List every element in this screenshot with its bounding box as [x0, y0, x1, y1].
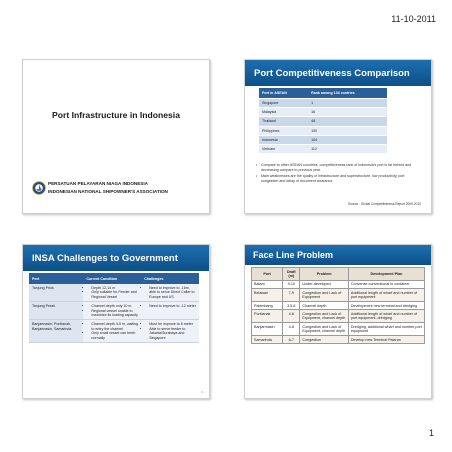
table-row: [252, 302, 425, 310]
table-row: [252, 310, 425, 323]
table-cell: Develop new Terminal Palaran: [348, 336, 424, 344]
table-row: [29, 302, 199, 320]
bullet-item: [256, 163, 421, 172]
table-cell: Philippines: [259, 126, 308, 135]
table-cell: Convense conventional to container: [348, 280, 424, 288]
table-header: Port: [29, 273, 83, 284]
table-cell: 6-7: [283, 336, 300, 344]
table-row: [29, 320, 199, 343]
table-cell: Congestion and Lack of Equipment, channel depth: [300, 310, 348, 323]
table-cell: Under-developed: [300, 280, 348, 288]
table-row: [252, 289, 425, 302]
slide-2-title: Port Competitiveness Comparison: [254, 68, 410, 79]
table-header: Challenges: [141, 273, 199, 284]
table-row: [252, 280, 425, 288]
table-row: [252, 336, 425, 344]
bullet-text: Main weaknesses are the quality of infrastructure and superstructure, low productivity, port congestion and delay of document clearance.: [261, 174, 405, 183]
table-cell: Indonesia: [259, 135, 308, 144]
table-header: Rank among 134 contries: [308, 88, 387, 99]
table-cell: Belawan: [252, 289, 283, 302]
organization-name-en: INDONESIAN NATIONAL SHIPOWNER'S ASSOCIATION: [48, 189, 168, 194]
condition-cell: [83, 320, 141, 343]
slide-4-title: Face Line Problem: [253, 250, 334, 260]
table-cell: 112: [308, 144, 387, 153]
source-note: Source : Global Competitiveness Report 2009-2010: [348, 202, 421, 206]
bullet-text: Compare to other ASEAN countries, competitiveness rank of Indonesia's port is far behind and decreasing compare to previous year.: [261, 163, 412, 172]
table-header: Draft (m): [283, 268, 300, 281]
table-header: Port: [252, 268, 283, 281]
table-cell: 1: [308, 99, 387, 108]
slide-3[interactable]: [22, 244, 210, 399]
table-cell: Additional length of wharf and number of port equipment: [348, 289, 424, 302]
table-header: Development Plan: [348, 268, 424, 281]
list-item: • Need to improve to -12 meter: [149, 304, 196, 308]
condition-cell: [83, 302, 141, 320]
slide-3-title: INSA Challenges to Government: [32, 253, 178, 264]
table-header: Port in ASEAN: [259, 88, 308, 99]
table-header: Problem: [300, 268, 348, 281]
list-item: • Must be improve to 6 meter: [149, 322, 196, 326]
table-cell: 104: [308, 135, 387, 144]
list-item: • Channel depth 4-5 m, waiting to entry the channel: [91, 322, 138, 331]
slide-2[interactable]: [244, 59, 432, 214]
table-cell: Additional length of wharf and number of port equipment, dredging: [348, 310, 424, 323]
list-item: • Only suitable for Feeder and Regional Vessel: [91, 290, 138, 299]
table-cell: Pontianak: [252, 310, 283, 323]
table-cell: Dredging, additional wharf and number port equipment: [348, 323, 424, 336]
table-cell: Channel depth: [300, 302, 348, 310]
slide-1[interactable]: [22, 59, 210, 214]
table-cell: 4-8: [283, 323, 300, 336]
table-cell: 3.5-6: [283, 302, 300, 310]
list-item: • Depth 12-14 m: [91, 286, 138, 290]
slide-4[interactable]: [244, 244, 432, 399]
table-cell: 4-6: [283, 310, 300, 323]
page-date: 11-10-2011: [391, 14, 436, 24]
table-row: [259, 117, 387, 126]
table-cell: Congestion: [300, 336, 348, 344]
table-cell: Vietnam: [259, 144, 308, 153]
table-row: [29, 284, 199, 302]
table-row: [252, 323, 425, 336]
table-cell: 100: [308, 126, 387, 135]
list-item: • Channel depth only 10 m: [91, 304, 138, 308]
bullet-item: [256, 174, 421, 183]
port-cell: Tanjung Perak: [29, 302, 83, 320]
bullet-icon: •: [256, 163, 258, 167]
list-item: • Able to serve feeder to Jakarta/Surabaya and Singapore: [149, 327, 196, 340]
table-cell: Singapore: [259, 99, 308, 108]
table-row: [259, 126, 387, 135]
competitiveness-table: [259, 88, 387, 153]
slide-3-header: [23, 245, 209, 271]
port-cell: Tanjung Priok: [29, 284, 83, 302]
table-cell: Banjarmasin: [252, 323, 283, 336]
slide-4-header: [245, 245, 431, 265]
bullet-icon: •: [256, 174, 258, 178]
table-cell: Malaysia: [259, 108, 308, 117]
challenge-cell: [141, 302, 199, 320]
table-cell: Development new terminal and dredging: [348, 302, 424, 310]
table-cell: 16: [308, 108, 387, 117]
table-header: Current Condition: [83, 273, 141, 284]
table-cell: Thailand: [259, 117, 308, 126]
page-number: 1: [428, 428, 434, 438]
association-logo-icon: [32, 181, 46, 195]
face-line-table: [251, 267, 425, 344]
table-cell: Congestion and Lack of Equipment: [300, 289, 348, 302]
slide-1-title: Port Infrastructure in Indonesia: [52, 110, 180, 120]
table-cell: 48: [308, 117, 387, 126]
table-row: [259, 144, 387, 153]
organization-name-id: PERSATUAN PELAYARAN NIAGA INDONESIA: [48, 181, 148, 186]
challenges-table: [29, 273, 199, 343]
table-row: [259, 108, 387, 117]
slide-2-header: [245, 60, 431, 86]
table-row: [259, 99, 387, 108]
organization-name: [48, 180, 168, 196]
table-cell: Palembang: [252, 302, 283, 310]
table-cell: 9-10: [283, 280, 300, 288]
table-cell: Samarinda: [252, 336, 283, 344]
list-item: • Only small vessel can berth normally: [91, 331, 138, 340]
list-item: • Regional vessel unable to maximize its loading capacity: [91, 309, 138, 318]
table-cell: 7-9: [283, 289, 300, 302]
table-row: [259, 135, 387, 144]
slide-number: 3: [201, 390, 203, 394]
condition-cell: [83, 284, 141, 302]
list-item: • Need to improve to -16m, able to serve Direct Caller to Europe and US: [149, 286, 196, 299]
table-cell: Congestion and Lack of Equipment, channel depth: [300, 323, 348, 336]
challenge-cell: [141, 320, 199, 343]
table-cell: Batam: [252, 280, 283, 288]
port-cell: Banjarmasin, Pontianak, Banjarmasin, Samarinda: [29, 320, 83, 343]
challenge-cell: [141, 284, 199, 302]
